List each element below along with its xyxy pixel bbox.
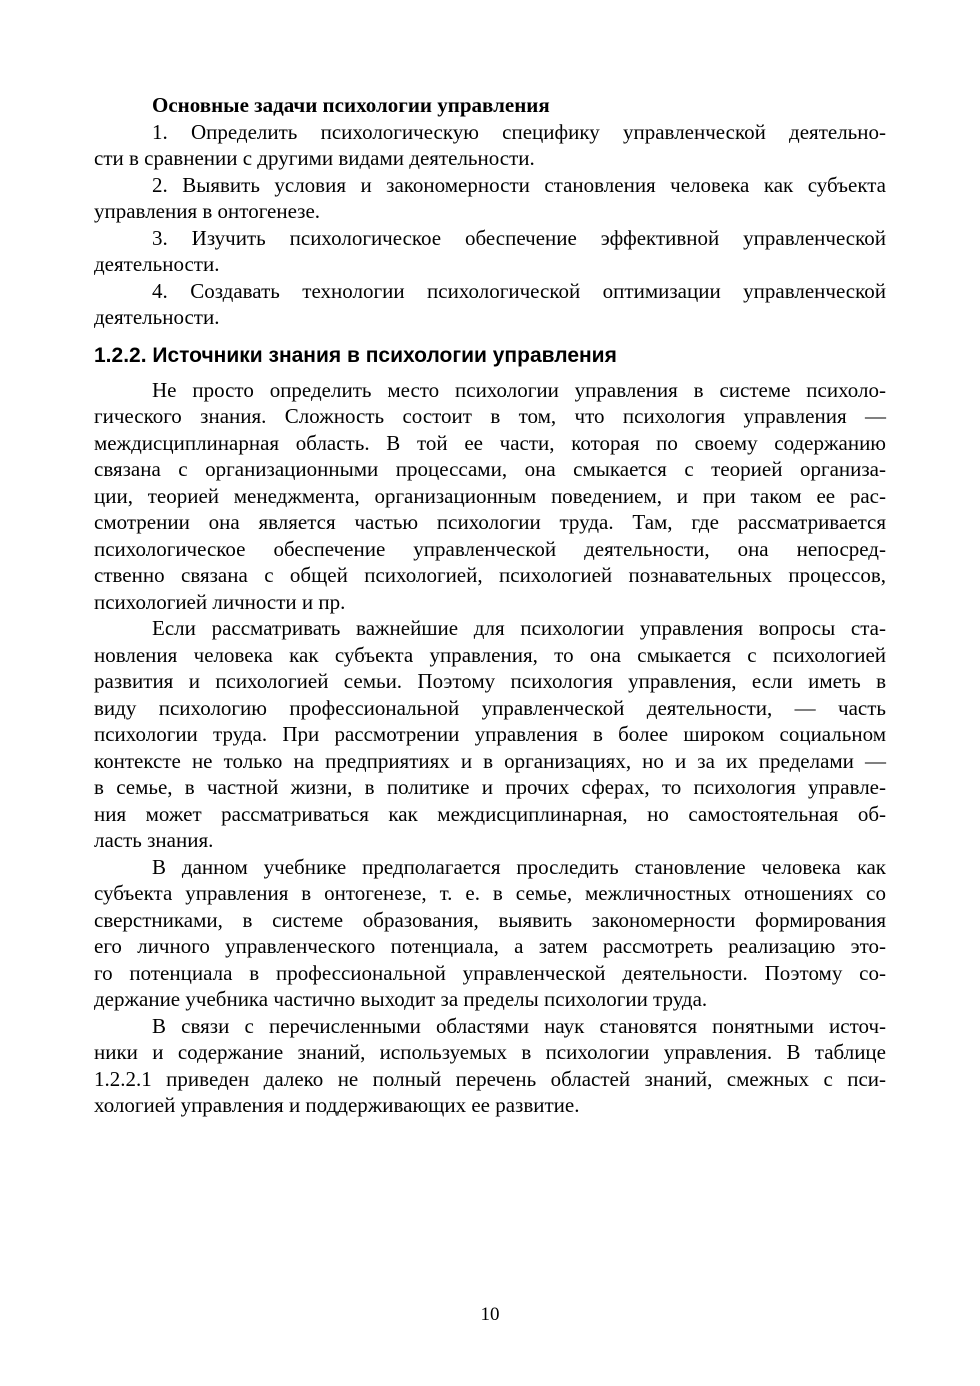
text-line: ния может рассматриваться как междисциплинарная, но самостоятельная об-	[94, 801, 886, 826]
text-line: ции, теорией менеджмента, организационным поведением, и при таком ее рас-	[94, 483, 886, 508]
text-line: связана с организационными процессами, она смыкается с теорией организа-	[94, 457, 886, 481]
text-line: сти в сравнении с другими видами деятельности.	[94, 146, 535, 170]
text-line: 1. Определить психологическую специфику управленческой деятельно-	[152, 119, 886, 144]
text-line: ники и содержание знаний, используемых в психологии управления. В таблице	[94, 1040, 886, 1064]
text-line: 4. Создавать технологии психологической оптимизации управленческой	[152, 278, 886, 303]
text-line: психологическое обеспечение управленческой деятельности, она непосред-	[94, 536, 886, 561]
text-line: хологией управления и поддерживающих ее развитие.	[94, 1093, 580, 1117]
text-line: 3. Изучить психологическое обеспечение эффективной управленческой	[152, 225, 886, 250]
task-item-2	[94, 172, 886, 225]
text-line: смотрении она является частью психологии труда. Там, где рассматривается	[94, 510, 886, 534]
text-line: В данном учебнике предполагается проследить становление человека как	[152, 854, 886, 879]
text-line: контексте не только на предприятиях и в организациях, но и за их пределами —	[94, 748, 886, 773]
text-line: 2. Выявить условия и закономерности становления человека как субъекта	[152, 172, 886, 197]
text-line: держание учебника частично выходит за пределы психологии труда.	[94, 987, 708, 1011]
text-line: психологией личности и пр.	[94, 589, 346, 614]
text-line: новления человека как субъекта управления, то она смыкается с психологией	[94, 642, 886, 667]
text-line: гического знания. Сложность состоит в том, что психология управления —	[94, 404, 886, 428]
text-line: субъекта управления в онтогенезе, т. е. в семье, межличностных отношениях со	[94, 881, 886, 905]
text-line: го потенциала в профессиональной управленческой деятельности. Поэтому со-	[94, 960, 886, 985]
task-item-1	[94, 119, 886, 172]
text-line: междисциплинарная область. В той ее части, которая по своему содержанию	[94, 430, 886, 455]
text-line: в семье, в частной жизни, в политике и прочих сферах, то психология управле-	[94, 775, 886, 799]
text-line: ласть знания.	[94, 828, 214, 852]
text-line: Не просто определить место психологии управления в системе психоло-	[152, 377, 886, 402]
paragraph-2	[94, 615, 886, 854]
text-line: Если рассматривать важнейшие для психологии управления вопросы ста-	[152, 616, 886, 640]
tasks-title: Основные задачи психологии управления	[152, 93, 550, 117]
text-line: В связи с перечисленными областями наук становятся понятными источ-	[152, 1013, 886, 1038]
text-line: виду психологию профессиональной управленческой деятельности, — часть	[94, 695, 886, 720]
paragraph-1	[94, 377, 886, 616]
text-line: деятельности.	[94, 252, 220, 276]
paragraph-3	[94, 854, 886, 1013]
text-line: управления в онтогенезе.	[94, 199, 321, 223]
text-line: развития и психологией семьи. Поэтому психология управления, если иметь в	[94, 669, 886, 693]
text-line: сверстниками, в системе образования, выявить закономерности формирования	[94, 907, 886, 932]
task-item-4	[94, 278, 886, 331]
section-heading: 1.2.2. Источники знания в психологии управления	[94, 343, 617, 367]
task-item-3	[94, 225, 886, 278]
paragraph-4	[94, 1013, 886, 1119]
text-line: 1.2.2.1 приведен далеко не полный перечень областей знаний, смежных с пси-	[94, 1066, 886, 1091]
text-line: психологии труда. При рассмотрении управления в более широком социальном	[94, 722, 886, 746]
text-line: деятельности.	[94, 305, 220, 329]
text-line: ственно связана с общей психологией, психологией познавательных процессов,	[94, 563, 886, 587]
page-content	[94, 92, 886, 1119]
page-number: 10	[480, 1304, 500, 1325]
text-line: его личного управленческого потенциала, а затем рассмотреть реализацию это-	[94, 934, 886, 958]
